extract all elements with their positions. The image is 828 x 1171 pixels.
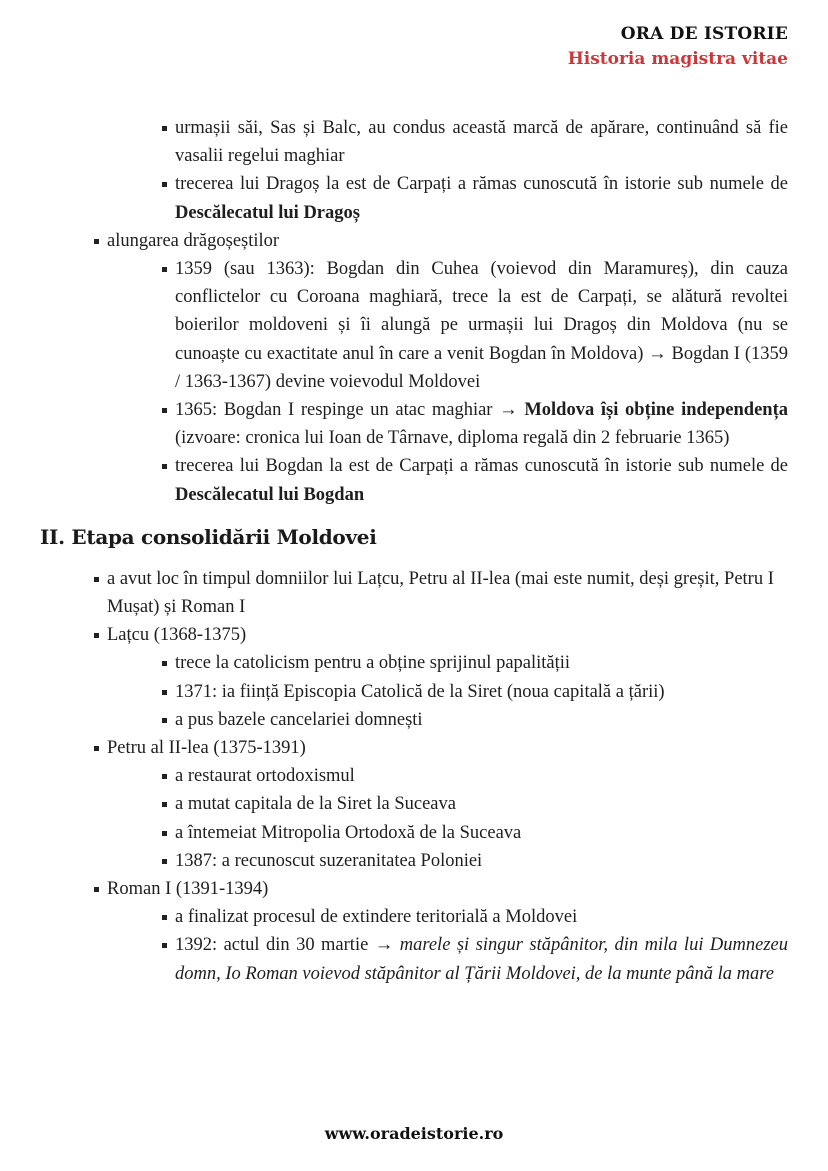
list-item: 1365: Bogdan I respinge un atac maghiar → Moldova își obține independența (izvoare: cronica lui Ioan de Târnave, diploma regală din 2 februarie 1365)	[0, 396, 828, 452]
list-item: Roman I (1391-1394)	[0, 875, 828, 903]
bold-term: Moldova își obține independența	[524, 400, 788, 421]
document-body	[0, 114, 828, 988]
list-item: a pus bazele cancelariei domnești	[0, 706, 828, 734]
italic-quote: marele și singur stăpânitor, din mila lui Dumnezeu domn, Io Roman voievod stăpânitor al Țării Moldovei, de la munte până la mare	[175, 935, 788, 984]
list-item: a întemeiat Mitropolia Ortodoxă de la Suceava	[0, 819, 828, 847]
list-item: 1371: ia ființă Episcopia Catolică de la Siret (noua capitală a țării)	[0, 678, 828, 706]
list-item: Lațcu (1368-1375)	[0, 621, 828, 649]
list-item: trecerea lui Dragoș la est de Carpați a rămas cunoscută în istorie sub numele de Descălecatul lui Dragoș	[0, 170, 828, 226]
list-item: a finalizat procesul de extindere teritorială a Moldovei	[0, 903, 828, 931]
list-item: 1392: actul din 30 martie → marele și singur stăpânitor, din mila lui Dumnezeu domn, Io Roman voievod stăpânitor al Țării Moldovei, de la munte până la mare	[0, 931, 828, 987]
list-item: 1359 (sau 1363): Bogdan din Cuhea (voievod din Maramureș), din cauza conflictelor cu Coroana maghiară, trece la est de Carpați, se alătură revoltei boierilor moldoveni și îi alungă pe urmașii lui Dragoș din Moldova (nu se cunoaște cu exactitate anul în care a venit Bogdan în Moldova) → Bogdan I (1359 / 1363-1367) devine voievodul Moldovei	[0, 255, 828, 396]
footer-url: www.oradeistorie.ro	[324, 1124, 504, 1143]
bold-term: Descălecatul lui Bogdan	[175, 484, 365, 505]
bold-term: Descălecatul lui Dragoș	[175, 202, 360, 223]
list-item: alungarea drăgoșeștilor	[0, 227, 828, 255]
site-title: ORA DE ISTORIE	[620, 24, 788, 44]
list-item: 1387: a recunoscut suzeranitatea Poloniei	[0, 847, 828, 875]
section-heading: II. Etapa consolidării Moldovei	[40, 524, 377, 549]
page-header	[568, 22, 788, 72]
list-item: a avut loc în timpul domniilor lui Lațcu, Petru al II-lea (mai este numit, deși greșit, Petru I Mușat) și Roman I	[0, 565, 828, 621]
list-item: a mutat capitala de la Siret la Suceava	[0, 790, 828, 818]
list-item: urmașii săi, Sas și Balc, au condus această marcă de apărare, continuând să fie vasalii regelui maghiar	[0, 114, 828, 170]
list-item: trece la catolicism pentru a obține sprijinul papalității	[0, 649, 828, 677]
list-item: trecerea lui Bogdan la est de Carpați a rămas cunoscută în istorie sub numele de Descălecatul lui Bogdan	[0, 452, 828, 508]
list-item: Petru al II-lea (1375-1391)	[0, 734, 828, 762]
list-item: a restaurat ortodoxismul	[0, 762, 828, 790]
site-subtitle: Historia magistra vitae	[567, 49, 788, 69]
